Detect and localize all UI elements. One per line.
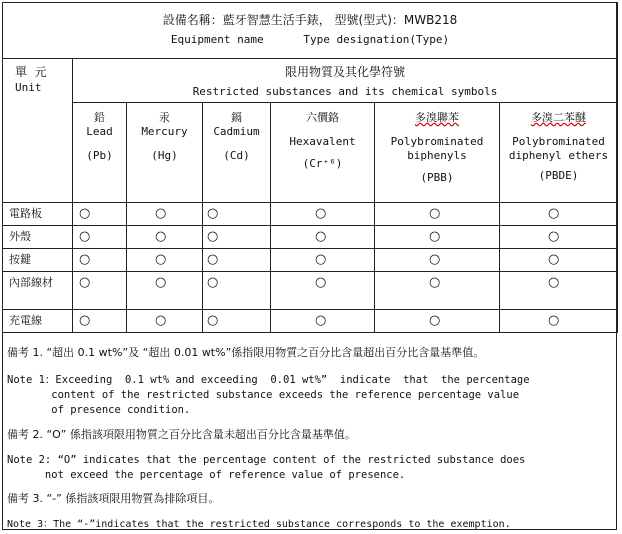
note-2-en-line-1: Note 2: “O” indicates that the percentage content of the restricted substance does: [7, 454, 526, 466]
value-cell: ○: [73, 310, 127, 333]
note-3-zh: 備考 3. “-” 係指該項限用物質為排除項目。: [7, 492, 220, 505]
substance-pbde-zh: 多溴二苯醚: [531, 111, 586, 124]
substance-mercury: [127, 103, 203, 203]
value-cell: ○: [127, 272, 203, 310]
substance-cadmium-zh: 鎘: [231, 111, 242, 124]
equipment-title-zh: 設備名稱：藍牙智慧生活手錶， 型號(型式)：MWB218: [162, 13, 458, 27]
substance-hexavalent-symbol: (Cr⁺⁶): [302, 157, 343, 170]
value-cell: ○: [375, 272, 500, 310]
table-row: [3, 272, 618, 310]
substance-cadmium-en: Cadmium: [213, 125, 260, 138]
value-cell: ○: [73, 272, 127, 310]
substance-hexavalent-chromium: [271, 103, 375, 203]
substance-pbb-en: Polybrominated biphenyls: [390, 135, 484, 162]
unit-charging-cable: 充電線: [3, 310, 73, 333]
unit-housing: 外殼: [3, 226, 73, 249]
value-cell: ○: [271, 272, 375, 310]
note-1-en-line-3: of presence condition.: [7, 404, 191, 416]
value-cell: ○: [375, 203, 500, 226]
restricted-header-cell: [73, 59, 618, 103]
unit-internal-wiring: 內部線材: [3, 272, 73, 310]
value-cell: ○: [73, 203, 127, 226]
substance-mercury-en: Mercury: [141, 125, 188, 138]
value-cell: ○: [73, 226, 127, 249]
value-cell: ○: [127, 310, 203, 333]
substance-pbb: [375, 103, 500, 203]
substance-pbb-symbol: (PBB): [420, 171, 454, 184]
value-cell: ○: [203, 310, 271, 333]
unit-buttons: 按鍵: [3, 249, 73, 272]
value-cell: ○: [271, 310, 375, 333]
value-cell: ○: [500, 272, 618, 310]
restricted-header-zh: 限用物質及其化學符號: [285, 65, 406, 79]
value-cell: ○: [500, 203, 618, 226]
value-cell: ○: [375, 249, 500, 272]
note-1-en-line-1: Note 1：Exceeding 0.1 wt% and exceeding 0.01 wt%” indicate that the percentage: [7, 374, 530, 386]
table-row: [3, 226, 618, 249]
table-row: [3, 310, 618, 333]
unit-circuit-board: 電路板: [3, 203, 73, 226]
substance-hexavalent-zh: 六價鉻: [306, 111, 339, 124]
value-cell: ○: [500, 226, 618, 249]
value-cell: ○: [203, 272, 271, 310]
substance-lead-en: Lead: [86, 125, 113, 138]
substance-cadmium: [203, 103, 271, 203]
substance-pbde-en: Polybrominated diphenyl ethers: [508, 135, 609, 162]
unit-header-cell: [3, 59, 73, 203]
table-row: [3, 203, 618, 226]
substance-pbb-zh: 多溴聯苯: [415, 111, 459, 124]
note-1-zh: 備考 1. “超出 0.1 wt%”及 “超出 0.01 wt%”係指限用物質之百分比含量超出百分比含量基準值。: [7, 346, 485, 359]
equipment-header-cell: [3, 3, 618, 59]
value-cell: ○: [203, 249, 271, 272]
value-cell: ○: [500, 310, 618, 333]
substance-pbde: [500, 103, 618, 203]
note-2-zh: 備考 2. “O” 係指該項限用物質之百分比含量未超出百分比含量基準值。: [7, 428, 356, 441]
note-1-en-line-2: content of the restricted substance exceeds the reference percentage value: [7, 389, 520, 401]
value-cell: ○: [73, 249, 127, 272]
substance-cadmium-symbol: (Cd): [223, 149, 250, 162]
substance-lead-symbol: (Pb): [86, 149, 113, 162]
value-cell: ○: [127, 249, 203, 272]
value-cell: ○: [271, 226, 375, 249]
value-cell: ○: [127, 203, 203, 226]
unit-header-zh: 單 元: [15, 65, 47, 79]
value-cell: ○: [500, 249, 618, 272]
value-cell: ○: [203, 203, 271, 226]
substance-mercury-zh: 汞: [159, 111, 170, 124]
table-row: [3, 249, 618, 272]
value-cell: ○: [375, 310, 500, 333]
substance-pbde-symbol: (PBDE): [538, 169, 579, 182]
substance-hexavalent-en: Hexavalent: [289, 135, 356, 148]
note-2-en-line-2: not exceed the percentage of reference value of presence.: [7, 469, 406, 481]
note-3-en: Note 3：The “-”indicates that the restricted substance corresponds to the exemption.: [7, 519, 511, 530]
substance-mercury-symbol: (Hg): [151, 149, 178, 162]
value-cell: ○: [271, 249, 375, 272]
restricted-header-en: Restricted substances and its chemical symbols: [192, 85, 498, 98]
unit-header-en: Unit: [15, 81, 42, 94]
substance-lead: [73, 103, 127, 203]
equipment-title-en: Equipment name Type designation(Type): [170, 33, 450, 46]
restricted-substances-table: [2, 2, 618, 333]
rohs-declaration-document: [2, 2, 617, 530]
value-cell: ○: [375, 226, 500, 249]
value-cell: ○: [271, 203, 375, 226]
value-cell: ○: [203, 226, 271, 249]
substance-lead-zh: 鉛: [94, 111, 105, 124]
value-cell: ○: [127, 226, 203, 249]
